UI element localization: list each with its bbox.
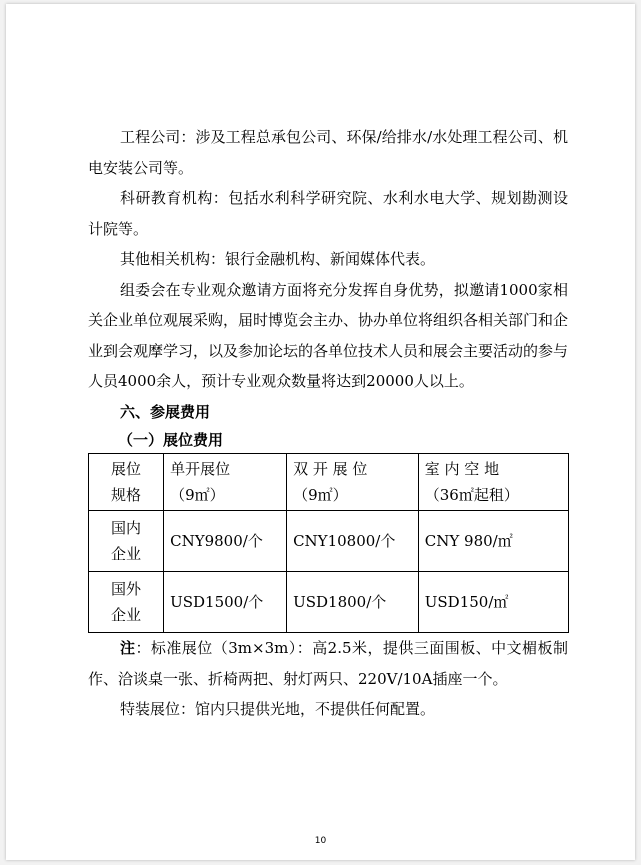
cell-foreign-single: USD1500/个 [164,572,287,633]
booth-fee-table [88,453,569,633]
cell-domestic-single: CNY9800/个 [164,511,287,572]
subheading-booth-fees: （一）展位费用 [118,431,224,449]
header-cell-spec: 展位 规格 [89,454,164,511]
paragraph-other-institutions: 其他相关机构：银行金融机构、新闻媒体代表。 [120,250,436,268]
section-heading-fees: 六、参展费用 [120,402,211,421]
page-content [88,122,568,725]
row-label-domestic: 国内 企业 [89,511,164,572]
paragraph-visitor-invitation: 组委会在专业观众邀请方面将充分发挥自身优势，拟邀请1000家相关企业单位观展采购，届时博览会主办、协办单位将组织各相关部门和企业到会观摩学习，以及参加论坛的各单位技术人员和展会主要活动的参与人员4000余人，预计专业观众数量将达到20000人以上。 [88,280,569,390]
note-text: ：标准展位（3m×3m）：高2.5米，提供三面围板、中文楣板制作、洽谈桌一张、折椅两把、射灯两只、220V/10A插座一个。 [88,639,568,688]
note-label: 注 [120,639,136,657]
cell-foreign-double: USD1800/个 [287,572,419,633]
table-row [89,511,569,572]
page-number: 10 [314,836,327,846]
table-row [89,572,569,633]
table-header-row [89,454,569,511]
paragraph-research-institutions: 科研教育机构：包括水利科学研究院、水利水电大学、规划勘测设计院等。 [88,189,568,238]
paragraph-engineering-companies: 工程公司：涉及工程总承包公司、环保/给排水/水处理工程公司、机电安装公司等。 [88,128,568,177]
cell-foreign-indoor: USD150/㎡ [418,572,568,633]
paragraph-special-booth: 特装展位：馆内只提供光地，不提供任何配置。 [120,700,436,718]
header-cell-single-booth: 单开展位 （9㎡） [164,454,287,511]
cell-domestic-indoor: CNY 980/㎡ [418,511,568,572]
document-page [6,4,635,860]
header-cell-double-booth: 双 开 展 位 （9㎡） [287,454,419,511]
header-cell-indoor-space: 室 内 空 地 （36㎡起租） [418,454,568,511]
note-standard-booth [88,633,568,694]
row-label-foreign: 国外 企业 [89,572,164,633]
cell-domestic-double: CNY10800/个 [287,511,419,572]
